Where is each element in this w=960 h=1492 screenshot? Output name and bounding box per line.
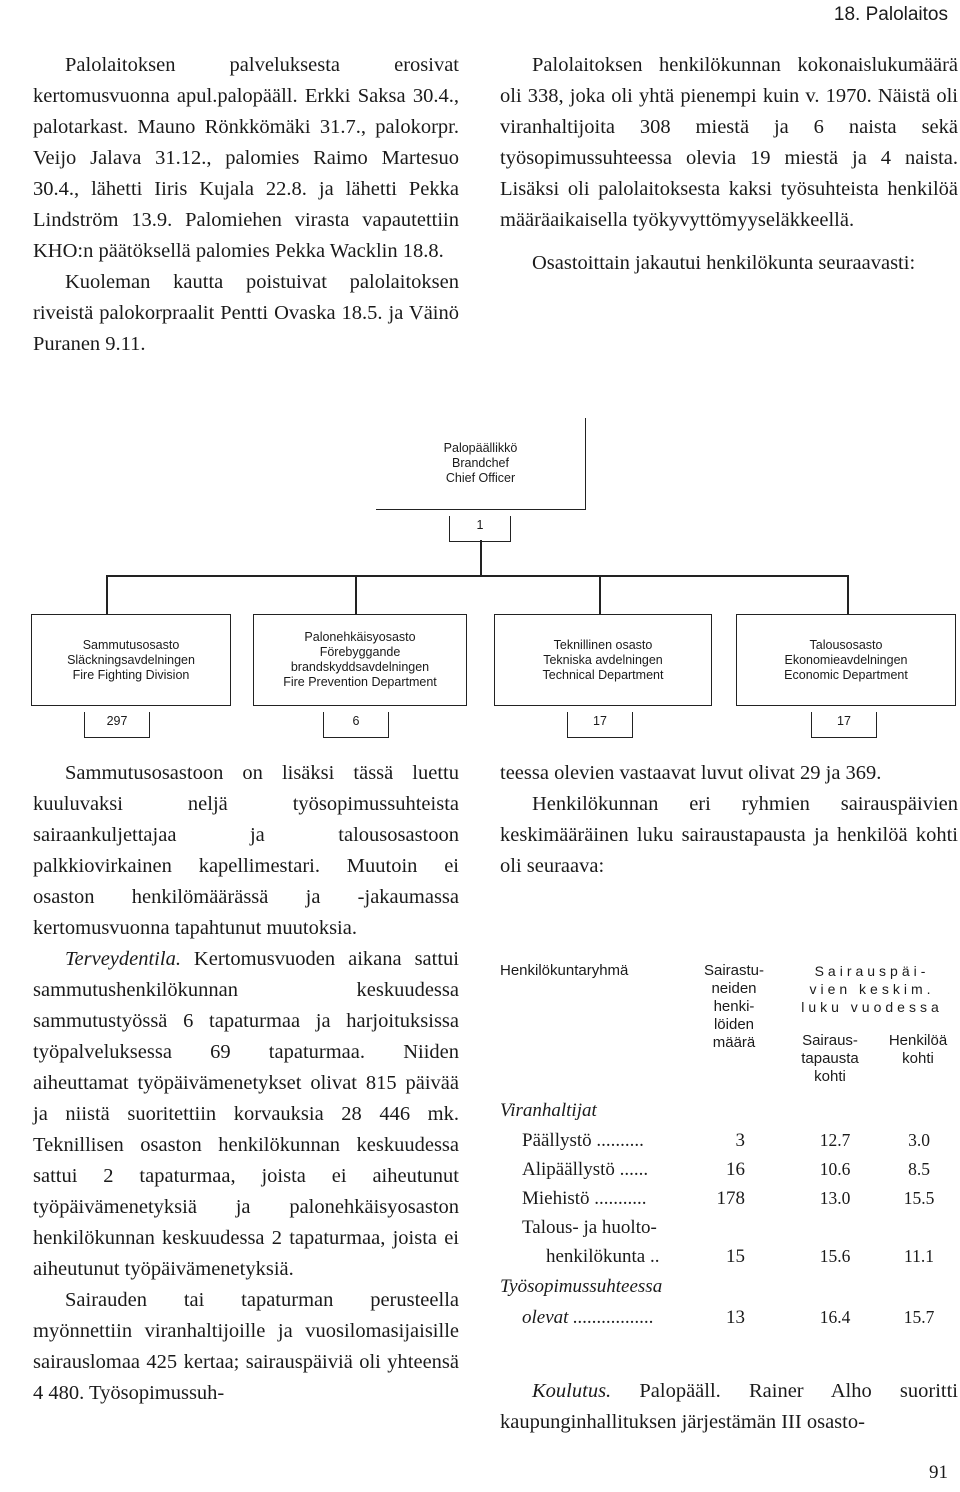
row-label: Talous- ja huolto- — [522, 1217, 657, 1238]
table-row — [500, 1159, 958, 1189]
org-count-fire-fighting: 297 — [84, 712, 150, 738]
org-chief-line2: Brandchef — [452, 456, 509, 470]
table-header-cases — [696, 962, 772, 1052]
page-number: 91 — [929, 1462, 948, 1483]
table-header-cases-line1: Sairastu- — [703, 962, 765, 979]
row-per-case: 16.4 — [819, 1307, 851, 1327]
org-dept2-line2: Förebyggande — [319, 645, 401, 659]
table-header-per-case-line3: kohti — [814, 1068, 846, 1085]
org-connector-horizontal — [106, 575, 848, 577]
org-connector-drop-2 — [355, 575, 357, 615]
table-category-officials: Viranhaltijat — [500, 1100, 597, 1121]
org-connector-drop-3 — [599, 575, 601, 615]
row-label: henkilökunta .. — [546, 1246, 660, 1267]
org-dept4-line3: Economic Department — [784, 667, 908, 682]
row-per-person: 3.0 — [908, 1130, 930, 1150]
paragraph-deaths: Kuoleman kautta poistuivat palolaitoksen riveistä palokorpraalit Pentti Ovaska 18.5. ja Väinö Puranen 9.11. — [33, 271, 459, 355]
table-header-group: Henkilökuntaryhmä — [500, 962, 629, 979]
org-count-economic: 17 — [811, 712, 877, 738]
org-connector-drop-1 — [106, 575, 108, 615]
running-header: 18. Palolaitos — [833, 4, 948, 25]
row-per-person: 11.1 — [904, 1246, 934, 1266]
row-per-case: 15.6 — [819, 1246, 851, 1266]
table-header-per-case — [790, 1032, 870, 1086]
paragraph-sick-leave: Sairauden tai tapaturman perusteella myönnettiin viranhaltijoille ja vuosilomasijaisille sairauslomaa 425 kertaa; sairauspäiviä oli yhteensä 4 480. Työsopimussuh- — [33, 1289, 459, 1404]
table-row — [500, 1217, 958, 1247]
table-header-per-person-line2: kohti — [902, 1050, 934, 1067]
table-header-per-person — [878, 1032, 958, 1068]
table-header-cases-line3: henki- — [713, 998, 755, 1015]
row-cases: 15 — [726, 1246, 745, 1267]
text-column-bottom-left — [33, 758, 459, 1409]
paragraph-additional-staff: Sammutusosastoon on lisäksi tässä luettu kuuluvaksi neljä työsopimussuhteista sairaankuljettajaa ja talousosastoon palkkiovirkainen kapellimestari. Muutoin ei osaston henkilömäärässä ja -jakaumassa kertomusvuonna tapahtunut muutoksia. — [33, 762, 459, 939]
row-per-person: 15.7 — [903, 1307, 935, 1327]
org-count-chief: 1 — [449, 516, 511, 542]
table-header-cases-line5: määrä — [712, 1034, 756, 1051]
org-count-technical: 17 — [567, 712, 633, 738]
table-header-average-line3: luku vuodessa — [801, 999, 943, 1015]
table-category-contract: Työsopimussuhteessa — [500, 1276, 663, 1297]
org-box-technical — [494, 614, 712, 706]
paragraph-contract-figures: teessa olevien vastaavat luvut olivat 29 ja 369. — [500, 762, 882, 784]
org-dept3-line3: Technical Department — [542, 667, 664, 682]
table-header-average-line1: Sairauspäi- — [814, 963, 930, 979]
paragraph-table-intro: Henkilökunnan eri ryhmien sairauspäivien keskimääräinen luku sairaustapausta ja henkilöä kohti oli seuraava: — [500, 793, 958, 877]
org-chief-line3: Chief Officer — [445, 471, 516, 485]
org-count-fire-prevention: 6 — [323, 712, 389, 738]
org-dept3-line1: Teknillinen osasto — [553, 637, 653, 652]
org-dept1-line3: Fire Fighting Division — [72, 667, 190, 682]
row-label: Alipäällystö ...... — [522, 1159, 649, 1180]
table-header-per-case-line1: Sairaus- — [802, 1032, 858, 1049]
row-cases: 16 — [726, 1159, 745, 1180]
row-per-case: 13.0 — [819, 1188, 851, 1208]
org-dept1-line1: Sammutusosasto — [82, 637, 180, 652]
row-cases: 3 — [735, 1130, 745, 1151]
org-dept4-line1: Talousosasto — [809, 637, 883, 652]
row-per-person: 8.5 — [908, 1159, 930, 1179]
table-header-cases-line4: löiden — [713, 1016, 755, 1033]
row-per-person: 15.5 — [903, 1188, 935, 1208]
org-dept1-line2: Släckningsavdelningen — [67, 652, 195, 667]
row-cases: 13 — [726, 1307, 745, 1328]
table-row — [500, 1188, 958, 1218]
org-dept2-line4: Fire Prevention Department — [283, 675, 437, 689]
paragraph-distribution-intro: Osastoittain jakautui henkilökunta seuraavasti: — [532, 252, 916, 274]
org-connector-vertical-main — [480, 540, 482, 576]
table-header-average — [786, 962, 958, 1016]
paragraph-resignations: Palolaitoksen palveluksesta erosivat kertomusvuonna apul.palopääll. Erkki Saksa 30.4., palotarkast. Mauno Rönkkömäki 31.7., palokorpr. Veijo Jalava 31.12., palomies Raimo Martesuo 30.4., lähetti Iiris Kujala 22.8. ja lähetti Pekka Lindström 13.9. Palomiehen virasta vapautettiin KHO:n päätöksellä palomies Pekka Wacklin 18.8. — [33, 54, 459, 262]
row-label: Päällystö .......... — [522, 1130, 644, 1151]
org-connector-drop-4 — [847, 575, 849, 615]
table-row — [500, 1130, 958, 1160]
text-column-bottom-right — [500, 758, 958, 882]
row-per-case: 12.7 — [819, 1130, 851, 1150]
row-per-case: 10.6 — [819, 1159, 851, 1179]
org-box-economic — [736, 614, 956, 706]
row-cases: 178 — [716, 1188, 745, 1209]
org-box-chief — [376, 418, 586, 510]
org-dept2-line3: brandskyddsavdelningen — [290, 660, 430, 674]
org-box-fire-fighting — [31, 614, 231, 706]
org-dept4-line2: Ekonomieavdelningen — [784, 652, 908, 667]
row-label: Miehistö ........... — [522, 1188, 647, 1209]
org-box-fire-prevention — [253, 614, 467, 706]
row-label: olevat ................. — [522, 1307, 654, 1328]
paragraph-education — [500, 1376, 958, 1438]
sick-leave-table — [500, 960, 958, 1340]
heading-education: Koulutus. — [532, 1380, 612, 1402]
paragraph-health — [33, 944, 459, 1285]
heading-health: Terveydentila. — [65, 948, 181, 970]
org-dept3-line2: Tekniska avdelningen — [543, 652, 663, 667]
table-header-per-person-line1: Henkilöä — [888, 1032, 948, 1049]
text-column-bottom-right-end — [500, 1376, 958, 1438]
paragraph-staff-total: Palolaitoksen henkilökunnan kokonaislukumäärä oli 338, joka oli yhtä pienempi kuin v. 1970. Näistä oli viranhaltijoita 308 miestä ja 6 naista sekä työsopimussuhteessa olevia 19 miestä ja 4 naista. Lisäksi oli palolaitoksesta kaksi työsuhteista henkilöä määräaikaisella työkyvyttömyyseläkkeellä. — [500, 54, 958, 231]
health-text: Kertomusvuoden aikana sattui sammutushenkilökunnan keskuudessa sammutustyössä 6 tapaturmaa ja harjoituksissa työpalveluksessa 69 tapaturmaa. Niiden aiheuttamat työpäivämenetykset olivat 815 päivää ja niistä suoritettiin korvauksia 28 446 mk. Teknillisen osaston henkilökunnan keskuudessa sattui 2 tapaturmaa, joista ei aiheutunut työpäivämenetyksiä ja palonehkäisyosaston henkilökunnan keskuudessa 2 tapaturmaa, joista ei aiheutunut työpäivämenetyksiä. — [33, 948, 459, 1280]
table-header-cases-line2: neiden — [711, 980, 757, 997]
education-text: Palopääll. Rainer Alho suoritti kaupunginhallituksen järjestämän III osasto- — [500, 1380, 958, 1433]
table-row — [500, 1307, 958, 1337]
table-header-average-line2: vien keskim. — [809, 981, 935, 997]
table-header-per-case-line2: tapausta — [801, 1050, 859, 1067]
org-dept2-line1: Palonehkäisyosasto — [304, 630, 416, 644]
table-row — [500, 1246, 958, 1276]
org-chief-line1: Palopäällikkö — [443, 441, 518, 455]
